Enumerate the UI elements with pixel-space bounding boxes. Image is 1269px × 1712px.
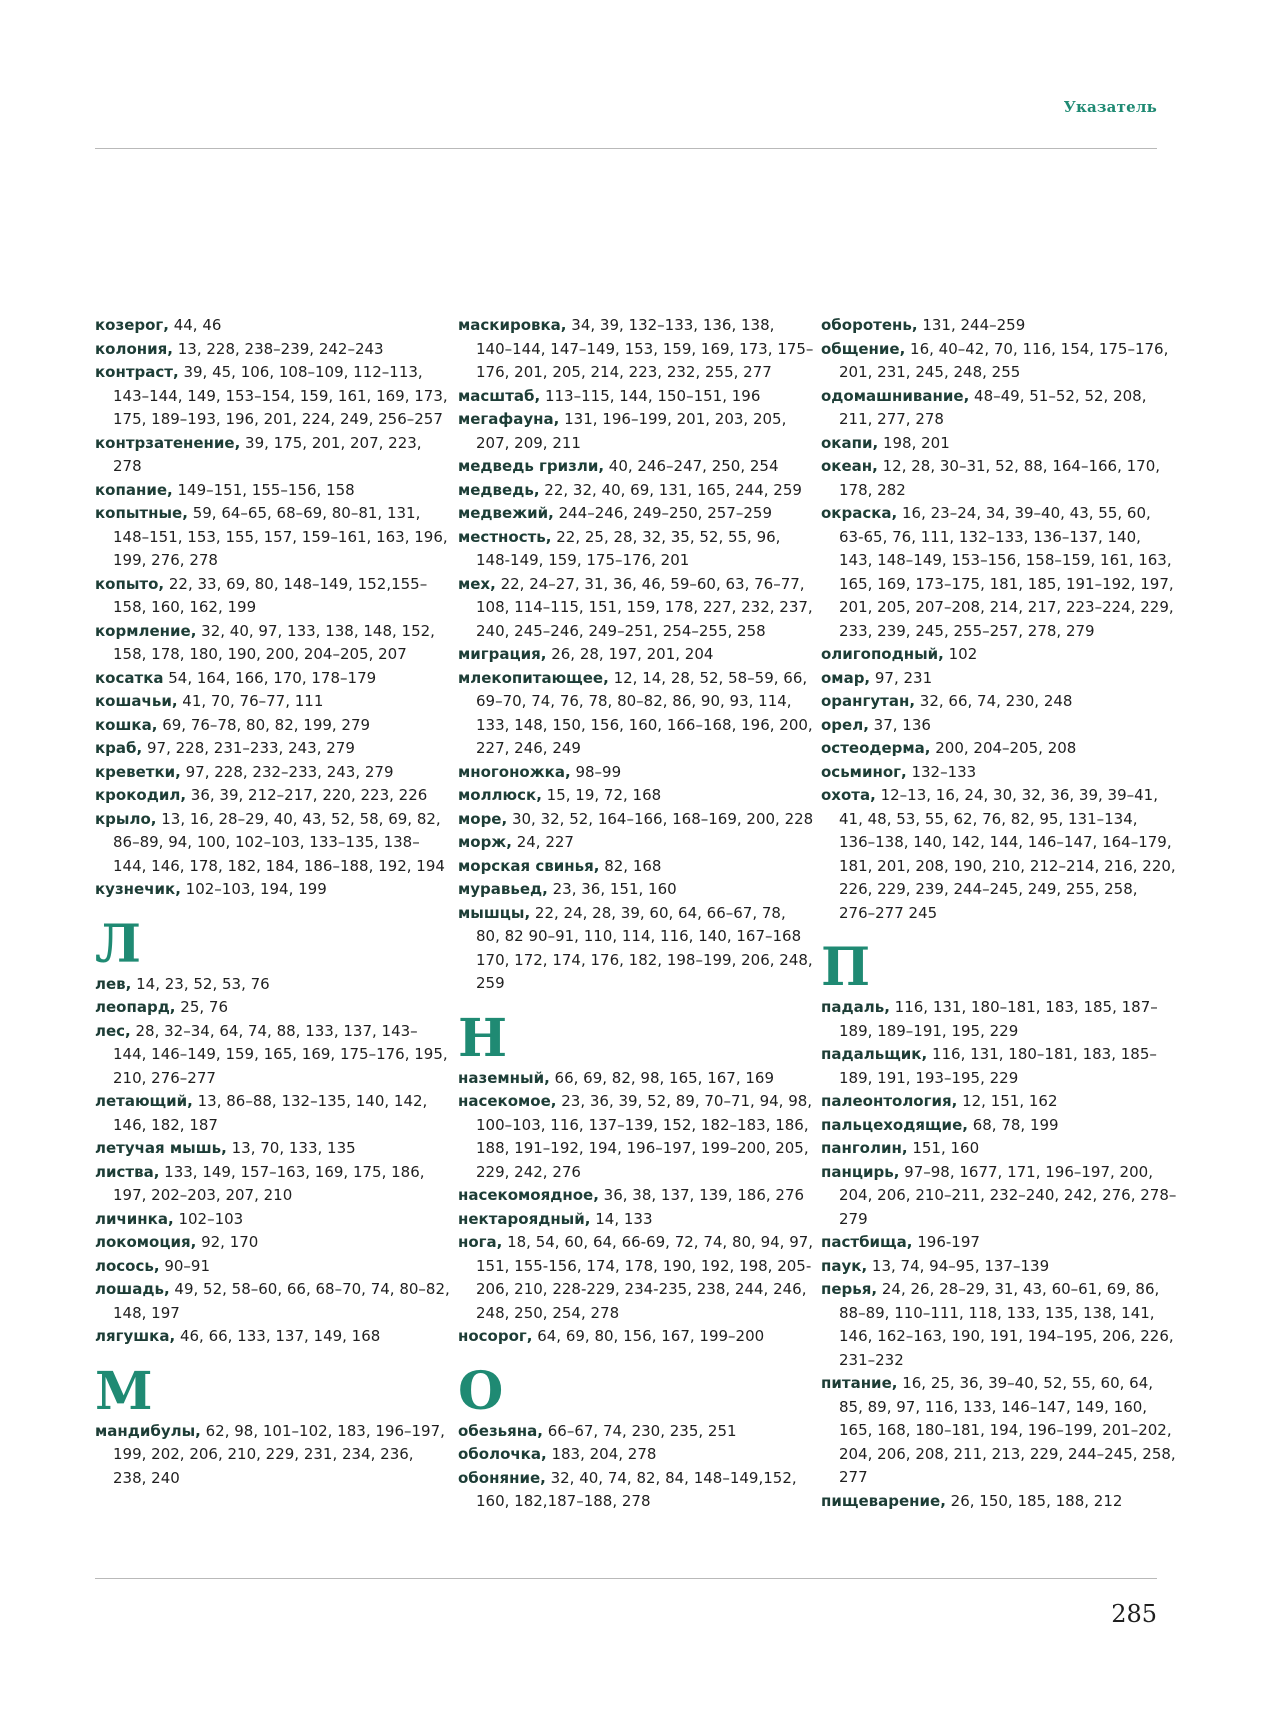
index-pages: 200, 204–205, 208 [930,739,1077,757]
index-term: морж, [458,833,512,851]
index-term: море, [458,809,508,828]
index-pages: 22, 33, 69, 80, 148–149, 152,155–158, 160, 162, 199 [113,574,428,616]
index-column-3 [821,314,1177,1513]
index-term: мышцы, [458,903,531,922]
index-entry [458,831,814,855]
index-term: млекопитающее, [458,668,609,687]
index-entry [458,761,814,785]
index-pages: 12, 28, 30–31, 52, 88, 164–166, 170, 178, 282 [839,457,1161,499]
index-pages: 92, 170 [196,1233,259,1251]
index-pages: 97, 228, 231–233, 243, 279 [142,739,355,757]
index-term: обоняние, [458,1468,546,1487]
index-pages: 40, 246–247, 250, 254 [604,457,779,475]
index-entry [95,1231,451,1255]
index-entry [821,1137,1177,1161]
index-entry [95,784,451,808]
index-entry [821,1372,1177,1490]
index-pages: 39, 45, 106, 108–109, 112–113, 143–144, 149, 153–154, 159, 161, 169, 173, 175, 189–193, 196, 201, 224, 249, 256–257 [113,363,448,428]
index-term: оборотень, [821,316,918,334]
index-entry [95,620,451,667]
index-term: орел, [821,715,869,734]
index-pages: 66, 69, 82, 98, 165, 167, 169 [549,1068,775,1087]
index-pages: 151, 160 [907,1139,980,1157]
index-term: насекомоядное, [458,1186,599,1204]
index-pages: 132–133 [906,762,977,781]
index-entry [458,1208,814,1232]
index-term: лягушка, [95,1327,176,1345]
index-pages: 25, 76 [175,998,228,1016]
index-entry [821,667,1177,691]
index-entry [821,761,1177,785]
index-term: остеодерма, [821,739,931,757]
index-entry [458,526,814,573]
index-pages: 14, 23, 52, 53, 76 [131,974,270,993]
index-pages: 183, 204, 278 [546,1445,657,1463]
index-term: панцирь, [821,1162,900,1181]
index-term: общение, [821,339,906,358]
index-pages: 16, 25, 36, 39–40, 52, 55, 60, 64, 85, 89, 97, 116, 133, 146–147, 149, 160, 165, 168, 180–181, 194, 196–199, 201–202, 204, 206, 208, 211, 213, 229, 244–245, 258, 277 [839,1374,1176,1486]
index-entry [95,502,451,573]
index-entry [95,973,451,997]
index-entry [95,714,451,738]
index-pages: 66–67, 74, 230, 235, 251 [542,1421,737,1440]
index-pages: 198, 201 [878,433,950,452]
index-entry [95,1020,451,1091]
index-entry [821,432,1177,456]
index-term: кошачьи, [95,692,178,710]
index-entry [821,1161,1177,1232]
index-entry [821,784,1177,925]
index-entry [821,1278,1177,1372]
index-term: олигоподный, [821,645,944,663]
index-pages: 30, 32, 52, 164–166, 168–169, 200, 228 [507,809,814,828]
index-term: маскировка, [458,316,567,334]
index-term: медведь гризли, [458,457,605,475]
index-entry [458,455,814,479]
index-entry [458,643,814,667]
index-pages: 28, 32–34, 64, 74, 88, 133, 137, 143–144, 146–149, 159, 165, 169, 175–176, 195, 210, 276–277 [113,1021,448,1087]
index-term: насекомое, [458,1092,557,1110]
index-term: кормление, [95,621,197,640]
index-entry [458,314,814,385]
index-pages: 13, 228, 238–239, 242–243 [172,339,384,358]
index-term: лосось, [95,1256,160,1275]
index-entry [458,1184,814,1208]
index-term: краб, [95,739,143,757]
index-entry [821,643,1177,667]
index-term: лев, [95,974,132,993]
index-entry [821,455,1177,502]
index-entry [821,1043,1177,1090]
running-header: Указатель [1063,98,1157,116]
index-entry [95,996,451,1020]
index-pages: 90–91 [159,1256,211,1275]
index-pages: 116, 131, 180–181, 183, 185, 187–189, 189–191, 195, 229 [839,998,1158,1040]
index-entry [821,1490,1177,1514]
index-term: морская свинья, [458,856,600,875]
index-term: окапи, [821,433,879,452]
index-pages: 16, 40–42, 70, 116, 154, 175–176, 201, 231, 245, 248, 255 [839,339,1169,381]
index-entry [821,314,1177,338]
index-pages: 24, 26, 28–29, 31, 43, 60–61, 69, 86, 88–89, 110–111, 118, 133, 135, 138, 141, 146, 162–163, 190, 191, 194–195, 206, 226, 231–232 [839,1280,1174,1369]
index-pages: 97–98, 1677, 171, 196–197, 200, 204, 206, 210–211, 232–240, 242, 276, 278–279 [839,1162,1177,1228]
index-pages: 13, 86–88, 132–135, 140, 142, 146, 182, 187 [113,1092,428,1134]
index-pages: 18, 54, 60, 64, 66-69, 72, 74, 80, 94, 97, 151, 155-156, 174, 178, 190, 192, 198, 205-206, 210, 228-229, 234-235, 238, 244, 246, 248, 250, 254, 278 [476,1233,814,1322]
index-term: падаль, [821,998,890,1016]
index-column-1 [95,314,451,1490]
index-term: палеонтология, [821,1092,958,1110]
index-term: пастбища, [821,1233,913,1251]
index-pages: 23, 36, 39, 52, 89, 70–71, 94, 98, 100–103, 116, 137–139, 152, 182–183, 186, 188, 191–192, 194, 196–197, 199–200, 205, 229, 242, 276 [476,1092,813,1181]
index-pages: 54, 164, 166, 170, 178–179 [163,668,377,687]
index-entry [95,878,451,902]
index-term: мандибулы, [95,1421,201,1440]
index-term: летучая мышь, [95,1139,227,1157]
index-term: орангутан, [821,692,916,710]
index-pages: 22, 24, 28, 39, 60, 64, 66–67, 78, 80, 82 90–91, 110, 114, 116, 140, 167–168 170, 172, 174, 176, 182, 198–199, 206, 248, 259 [476,903,813,992]
index-entry [95,1325,451,1349]
index-entry [95,1420,451,1491]
index-term: копытные, [95,504,188,522]
index-entry [458,408,814,455]
index-term: копыто, [95,574,165,593]
index-term: пищеварение, [821,1491,946,1510]
index-term: контраст, [95,363,179,381]
index-entry [95,432,451,479]
index-entry [821,502,1177,643]
index-entry [95,737,451,761]
index-term: панголин, [821,1139,908,1157]
index-term: летающий, [95,1092,193,1110]
index-pages: 49, 52, 58–60, 66, 68–70, 74, 80–82, 148, 197 [113,1280,450,1322]
index-entry [821,1255,1177,1279]
index-entry [95,667,451,691]
section-letter: Л [95,913,141,975]
index-pages: 12, 14, 28, 52, 58–59, 66, 69–70, 74, 76, 78, 80–82, 86, 90, 93, 114, 133, 148, 150, 156, 160, 166–168, 196, 200, 227, 246, 249 [476,668,813,757]
index-pages: 116, 131, 180–181, 183, 185–189, 191, 193–195, 229 [839,1045,1157,1087]
index-entry [458,573,814,644]
index-pages: 102 [943,645,978,663]
index-term: местность, [458,527,552,546]
index-pages: 23, 36, 151, 160 [547,880,677,898]
index-pages: 131, 244–259 [917,316,1026,334]
index-term: паук, [821,1256,868,1275]
index-pages: 102–103, 194, 199 [180,880,327,898]
index-entry [95,573,451,620]
index-entry [95,314,451,338]
index-term: омар, [821,668,871,687]
index-pages: 13, 74, 94–95, 137–139 [867,1256,1050,1275]
index-pages: 196-197 [912,1233,980,1251]
index-pages: 44, 46 [168,316,222,334]
index-pages: 98–99 [570,762,622,781]
index-pages: 48–49, 51–52, 52, 208, 211, 277, 278 [839,386,1147,428]
page-number: 285 [1111,1600,1157,1628]
index-pages: 97, 228, 232–233, 243, 279 [180,762,394,781]
index-term: миграция, [458,645,547,663]
index-term: масштаб, [458,386,541,405]
index-term: пальцеходящие, [821,1115,968,1134]
index-pages: 34, 39, 132–133, 136, 138, 140–144, 147–149, 153, 159, 169, 173, 175–176, 201, 205, 214, 223, 232, 255, 277 [476,316,814,381]
index-term: мегафауна, [458,410,560,428]
index-pages: 62, 98, 101–102, 183, 196–197, 199, 202, 206, 210, 229, 231, 234, 236, 238, 240 [113,1421,445,1487]
index-term: лошадь, [95,1280,170,1298]
index-term: кузнечик, [95,880,181,898]
index-entry [458,1420,814,1444]
index-term: окраска, [821,504,898,522]
index-entry [821,1090,1177,1114]
index-pages: 68, 78, 199 [967,1115,1059,1134]
index-pages: 12, 151, 162 [957,1092,1058,1110]
index-pages: 24, 227 [511,833,574,851]
index-entry [458,855,814,879]
index-pages: 149–151, 155–156, 158 [172,480,355,499]
index-pages: 41, 70, 76–77, 111 [177,692,324,710]
index-entry [458,667,814,761]
index-column-2 [458,314,814,1514]
index-pages: 36, 39, 212–217, 220, 223, 226 [186,786,428,804]
index-pages: 131, 196–199, 201, 203, 205, 207, 209, 211 [476,410,787,452]
index-entry [458,1443,814,1467]
index-entry [95,1255,451,1279]
index-pages: 133, 149, 157–163, 169, 175, 186, 197, 202–203, 207, 210 [113,1162,425,1204]
index-term: косатка [95,668,164,687]
index-pages: 39, 175, 201, 207, 223, 278 [113,433,422,475]
index-term: копание, [95,480,173,499]
index-term: обезьяна, [458,1421,543,1440]
index-term: креветки, [95,762,181,781]
index-pages: 64, 69, 80, 156, 167, 199–200 [532,1327,765,1345]
index-entry [821,1114,1177,1138]
section-letter: Н [458,1007,508,1069]
index-term: носорог, [458,1327,533,1345]
index-term: перья, [821,1280,878,1298]
index-pages: 12–13, 16, 24, 30, 32, 36, 39, 39–41, 41, 48, 53, 55, 62, 76, 82, 95, 131–134, 136–138, 140, 142, 144, 146–147, 164–179, 181, 201, 208, 190, 210, 212–214, 216, 220, 226, 229, 239, 244–245, 249, 255, 258, 276–277 245 [839,786,1176,922]
index-term: океан, [821,457,878,475]
index-pages: 36, 38, 137, 139, 186, 276 [598,1186,805,1204]
index-term: медвежий, [458,504,554,522]
index-pages: 97, 231 [870,668,933,687]
index-term: наземный, [458,1068,550,1087]
index-entry [95,1161,451,1208]
index-pages: 14, 133 [590,1209,653,1228]
index-pages: 22, 32, 40, 69, 131, 165, 244, 259 [539,480,802,499]
index-entry [458,1467,814,1514]
index-term: колония, [95,339,173,358]
index-entry [458,808,814,832]
index-entry [95,1208,451,1232]
index-term: нога, [458,1233,503,1251]
index-entry [821,737,1177,761]
index-entry [458,1325,814,1349]
index-pages: 15, 19, 72, 168 [541,786,662,804]
index-pages: 13, 16, 28–29, 40, 43, 52, 58, 69, 82, 86–89, 94, 100, 102–103, 133–135, 138–144, 146, 178, 182, 184, 186–188, 192, 194 [113,809,445,875]
index-pages: 16, 23–24, 34, 39–40, 43, 55, 60, 63-65, 76, 111, 132–133, 136–137, 140, 143, 148–149, 153–156, 158–159, 161, 163, 165, 169, 173–175, 181, 185, 191–192, 197, 201, 205, 207–208, 214, 217, 223–224, 229, 233, 239, 245, 255–257, 278, 279 [839,504,1174,640]
index-pages: 244–246, 249–250, 257–259 [553,504,772,522]
index-entry [95,808,451,879]
index-term: нектароядный, [458,1209,591,1228]
index-pages: 113–115, 144, 150–151, 196 [540,386,761,405]
index-term: оболочка, [458,1445,547,1463]
index-pages: 82, 168 [599,856,662,875]
index-term: одомашнивание, [821,386,970,405]
index-entry [821,1231,1177,1255]
index-pages: 102–103 [173,1209,244,1228]
index-entry [458,1090,814,1184]
index-term: моллюск, [458,786,542,804]
index-entry [95,338,451,362]
index-pages: 22, 25, 28, 32, 35, 52, 55, 96, 148-149, 159, 175–176, 201 [476,527,781,569]
index-term: охота, [821,786,876,804]
index-entry [458,385,814,409]
index-entry [95,690,451,714]
index-entry [458,1231,814,1325]
index-term: кошка, [95,715,158,734]
index-entry [458,878,814,902]
index-pages: 69, 76–78, 80, 82, 199, 279 [157,715,371,734]
index-term: муравьед, [458,880,548,898]
index-pages: 37, 136 [868,715,931,734]
footer-rule [95,1578,1157,1579]
section-letter: М [95,1360,153,1422]
index-entry [821,385,1177,432]
index-term: локомоция, [95,1233,197,1251]
index-entry [95,361,451,432]
index-entry [821,996,1177,1043]
index-entry [95,1090,451,1137]
index-entry [821,338,1177,385]
index-entry [95,761,451,785]
index-term: крокодил, [95,786,187,804]
index-pages: 22, 24–27, 31, 36, 46, 59–60, 63, 76–77, 108, 114–115, 151, 159, 178, 227, 232, 237, 240, 245–246, 249–251, 254–255, 258 [476,574,813,640]
index-pages: 46, 66, 133, 137, 149, 168 [175,1327,381,1345]
index-term: медведь, [458,480,540,499]
index-entry [458,1067,814,1091]
index-entry [458,502,814,526]
index-term: козерог, [95,316,169,334]
header-rule [95,148,1157,149]
index-pages: 59, 64–65, 68–69, 80–81, 131, 148–151, 153, 155, 157, 159–161, 163, 196, 199, 276, 278 [113,504,448,569]
index-pages: 32, 40, 74, 82, 84, 148–149,152, 160, 182,187–188, 278 [476,1468,797,1510]
index-term: лес, [95,1021,131,1040]
index-pages: 26, 28, 197, 201, 204 [546,645,714,663]
index-entry [95,1137,451,1161]
index-term: крыло, [95,809,157,828]
index-entry [95,1278,451,1325]
index-term: осьминог, [821,762,907,781]
index-pages: 32, 66, 74, 230, 248 [915,692,1073,710]
index-term: леопард, [95,998,176,1016]
index-term: листва, [95,1162,160,1181]
index-entry [95,479,451,503]
index-entry [821,690,1177,714]
index-term: контрзатенение, [95,433,241,452]
index-entry [458,784,814,808]
section-letter: П [821,937,871,998]
section-letter: О [458,1360,504,1422]
index-pages: 32, 40, 97, 133, 138, 148, 152, 158, 178, 180, 190, 200, 204–205, 207 [113,621,435,663]
index-entry [458,479,814,503]
index-term: многоножка, [458,762,571,781]
index-entry [458,902,814,996]
index-pages: 26, 150, 185, 188, 212 [945,1491,1123,1510]
index-term: личинка, [95,1209,174,1228]
index-entry [821,714,1177,738]
index-term: питание, [821,1374,898,1392]
index-pages: 13, 70, 133, 135 [226,1139,356,1157]
index-term: мех, [458,574,496,593]
index-term: падальщик, [821,1045,928,1063]
